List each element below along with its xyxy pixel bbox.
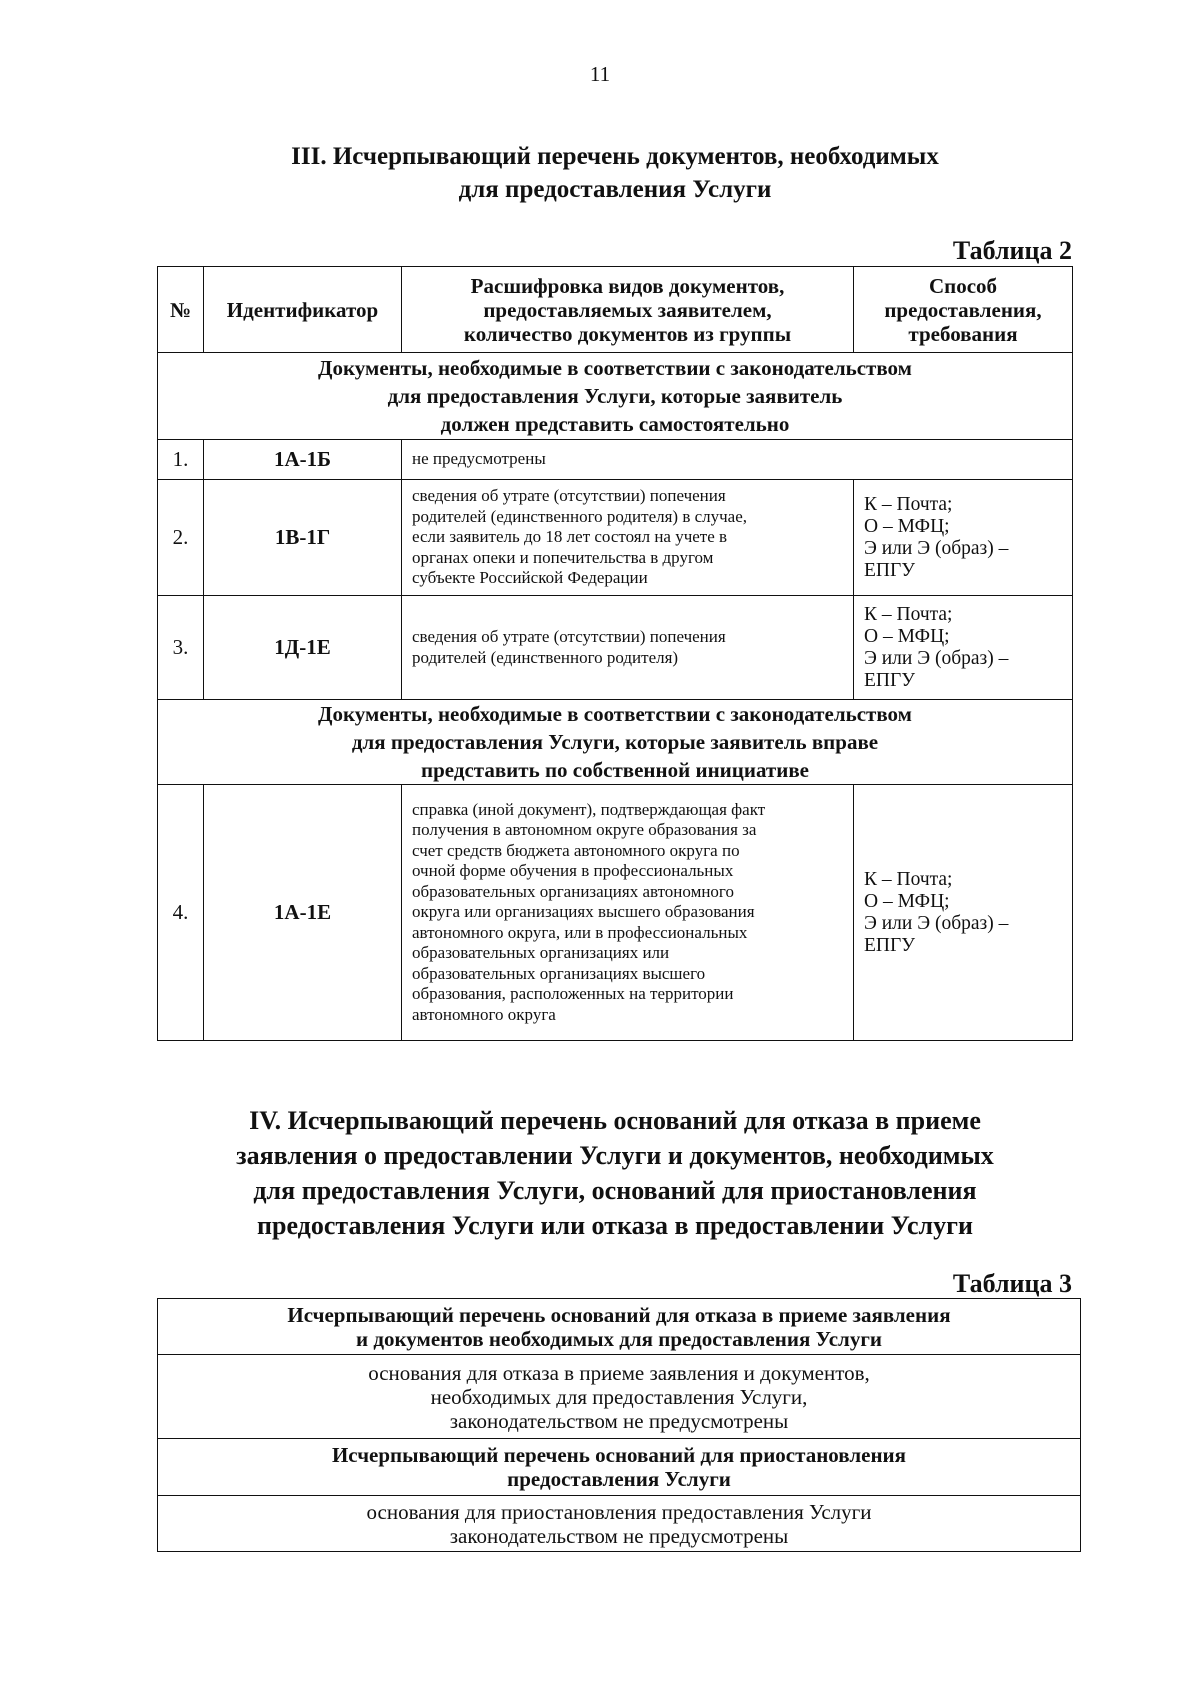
table-row: [158, 596, 1073, 700]
method-line: К – Почта;: [864, 493, 953, 515]
desc-line: округа или организациях высшего образования: [412, 902, 755, 922]
group-heading-mandatory: [158, 353, 1073, 440]
page-number: 11: [589, 62, 611, 86]
desc-line: образования, расположенных на территории: [412, 984, 734, 1004]
group-line: Документы, необходимые в соответствии с законодательством: [318, 702, 912, 726]
desc-line: получения в автономном округе образования за: [412, 820, 757, 840]
row-identifier: 1А-1Е: [204, 785, 402, 1041]
desc-line: органах опеки и попечительства в другом: [412, 547, 714, 567]
header-line: количество документов из группы: [463, 321, 792, 346]
row-number: 2.: [158, 480, 204, 596]
desc-line: сведения об утрате (отсутствии) попечения: [412, 486, 726, 506]
row-description: [402, 785, 854, 1041]
row-identifier: 1А-1Б: [204, 440, 402, 480]
method-line: О – МФЦ;: [864, 625, 950, 647]
heading-line: Исчерпывающий перечень оснований для приостановления: [331, 1443, 907, 1467]
suspension-grounds-text: [158, 1496, 1081, 1552]
row-method: [854, 480, 1073, 596]
title-line: для предоставления Услуги, оснований для приостановления: [253, 1176, 977, 1205]
table-header-row: [158, 1299, 1081, 1355]
row-method: [854, 596, 1073, 700]
title-line: заявления о предоставлении Услуги и документов, необходимых: [236, 1141, 994, 1170]
header-line: Способ: [928, 273, 998, 298]
desc-line: справка (иной документ), подтверждающая факт: [412, 799, 766, 819]
method-line: К – Почта;: [864, 868, 953, 890]
method-line: ЕПГУ: [864, 559, 916, 581]
section-4-title: [150, 1103, 1080, 1243]
group-line: Документы, необходимые в соответствии с законодательством: [318, 356, 912, 380]
header-line: предоставления,: [884, 297, 1042, 322]
table-header-row: [158, 1439, 1081, 1496]
method-line: Э или Э (образ) –: [864, 912, 1009, 934]
row-identifier: 1Д-1Е: [204, 596, 402, 700]
group-line: должен представить самостоятельно: [440, 412, 790, 436]
section-3-title: [150, 140, 1080, 206]
header-method: [854, 267, 1073, 353]
text-line: необходимых для предоставления Услуги,: [430, 1384, 808, 1409]
table-3: [157, 1298, 1081, 1552]
method-line: К – Почта;: [864, 603, 953, 625]
heading-line: и документов необходимых для предоставления Услуги: [356, 1326, 882, 1351]
method-line: О – МФЦ;: [864, 890, 950, 912]
table-row: [158, 785, 1073, 1041]
desc-line: не предусмотрены: [412, 449, 546, 469]
title-line: III. Исчерпывающий перечень документов, необходимых: [291, 143, 939, 170]
row-description: [402, 596, 854, 700]
row-description: [402, 440, 1073, 480]
header-identifier: Идентификатор: [204, 267, 402, 353]
method-line: О – МФЦ;: [864, 515, 950, 537]
group-row: [158, 700, 1073, 785]
text-line: законодательством не предусмотрены: [449, 1408, 789, 1433]
method-line: ЕПГУ: [864, 934, 916, 956]
table-row: [158, 1496, 1081, 1552]
table-2-caption: Таблица 2: [952, 236, 1072, 265]
desc-line: автономного округа: [412, 1004, 556, 1024]
desc-line: образовательных организациях или: [412, 943, 670, 963]
table-row: [158, 480, 1073, 596]
group-line: для предоставления Услуги, которые заявитель вправе: [351, 730, 879, 754]
group-line: представить по собственной инициативе: [421, 758, 809, 782]
header-line: Расшифровка видов документов,: [470, 273, 785, 298]
suspension-grounds-heading: [158, 1439, 1081, 1496]
group-line: для предоставления Услуги, которые заявитель: [387, 384, 843, 408]
text-line: основания для отказа в приеме заявления и документов,: [368, 1360, 870, 1385]
header-num: №: [158, 267, 204, 353]
refusal-grounds-text: [158, 1355, 1081, 1439]
header-decoding: [402, 267, 854, 353]
desc-line: родителей (единственного родителя) в случае,: [412, 506, 748, 526]
method-line: Э или Э (образ) –: [864, 537, 1009, 559]
row-method: [854, 785, 1073, 1041]
row-number: 1.: [158, 440, 204, 480]
desc-line: субъекте Российской Федерации: [412, 568, 648, 588]
desc-line: автономного округа, или в профессиональных: [412, 922, 748, 942]
table-3-caption: Таблица 3: [952, 1269, 1072, 1298]
table-row: [158, 440, 1073, 480]
heading-line: предоставления Услуги: [507, 1467, 731, 1491]
header-line: требования: [908, 321, 1018, 346]
row-number: 4.: [158, 785, 204, 1041]
title-line: IV. Исчерпывающий перечень оснований для отказа в приеме: [249, 1106, 981, 1135]
row-identifier: 1В-1Г: [204, 480, 402, 596]
title-line: предоставления Услуги или отказа в предоставлении Услуги: [257, 1211, 973, 1240]
desc-line: счет средств бюджета автономного округа по: [412, 840, 740, 860]
desc-line: сведения об утрате (отсутствии) попечения: [412, 627, 726, 646]
row-description: [402, 480, 854, 596]
text-line: законодательством не предусмотрены: [449, 1523, 789, 1548]
desc-line: образовательных организациях автономного: [412, 881, 734, 901]
desc-line: очной форме обучения в профессиональных: [412, 861, 734, 881]
title-line: для предоставления Услуги: [458, 176, 772, 203]
table-2: [157, 266, 1073, 1041]
group-heading-optional: [158, 700, 1073, 785]
refusal-grounds-heading: [158, 1299, 1081, 1355]
heading-line: Исчерпывающий перечень оснований для отказа в приеме заявления: [287, 1302, 951, 1327]
desc-line: родителей (единственного родителя): [412, 647, 679, 667]
row-number: 3.: [158, 596, 204, 700]
method-line: Э или Э (образ) –: [864, 647, 1009, 669]
desc-line: если заявитель до 18 лет состоял на учете в: [412, 527, 728, 547]
method-line: ЕПГУ: [864, 669, 916, 691]
header-line: предоставляемых заявителем,: [483, 297, 772, 322]
table-row: [158, 1355, 1081, 1439]
desc-line: образовательных организациях высшего: [412, 963, 706, 983]
group-row: [158, 353, 1073, 440]
table-header-row: [158, 267, 1073, 353]
text-line: основания для приостановления предоставления Услуги: [366, 1499, 872, 1524]
